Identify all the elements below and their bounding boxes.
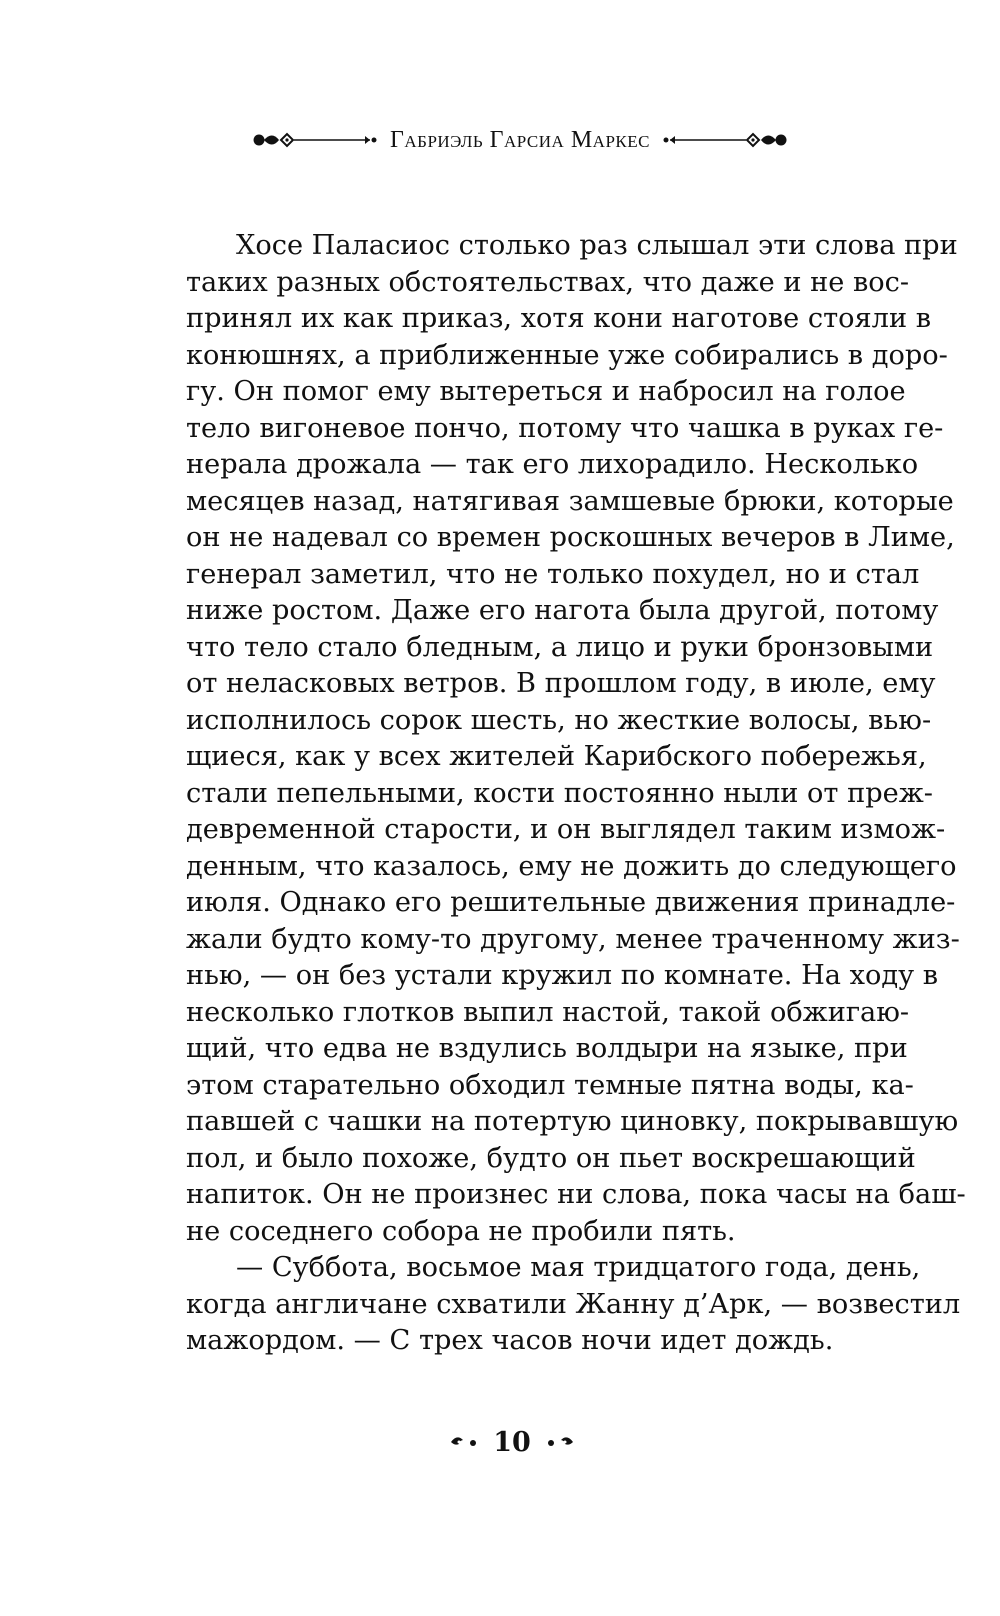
text-line: от неласковых ветров. В прошлом году, в июле, ему — [186, 668, 936, 699]
text-line: принял их как приказ, хотя кони наготове стояли в — [186, 303, 932, 334]
page-number: 10 — [493, 1426, 531, 1458]
text-line: нерала дрожала — так его лихорадило. Несколько — [186, 449, 919, 480]
paragraph-2 — [186, 1250, 961, 1360]
text-line: — Суббота, восьмое мая тридцатого года, день, — [236, 1252, 921, 1283]
text-line: павшей с чашки на потертую циновку, покрывавшую — [186, 1106, 959, 1137]
text-line: нью, — он без устали кружил по комнате. На ходу в — [186, 960, 939, 991]
text-line: несколько глотков выпил настой, такой обжигаю- — [186, 996, 910, 1028]
running-header — [200, 118, 840, 162]
text-line: щиеся, как у всех жителей Карибского побережья, — [186, 741, 927, 772]
body-text — [186, 228, 966, 1360]
text-line: конюшнях, а приближенные уже собирались в доро- — [186, 339, 948, 371]
text-line: стали пепельными, кости постоянно ныли от преж- — [186, 777, 933, 809]
text-line: этом старательно обходил темные пятна воды, ка- — [186, 1069, 914, 1101]
text-line: тело вигоневое пончо, потому что чашка в руках ге- — [186, 412, 944, 444]
paragraph-1 — [186, 228, 966, 1250]
page-footer — [420, 1422, 604, 1462]
text-line: не соседнего собора не пробили пять. — [186, 1215, 736, 1247]
text-line: генерал заметил, что не только похудел, но и стал — [186, 558, 920, 590]
header-ornament-right-icon — [660, 128, 790, 152]
text-line: ниже ростом. Даже его нагота была другой, потому — [186, 595, 939, 626]
text-line: напиток. Он не произнес ни слова, пока часы на баш- — [186, 1179, 966, 1210]
text-line: гу. Он помог ему вытереться и набросил на голое — [186, 376, 906, 407]
header-ornament-left-icon — [250, 128, 380, 152]
text-line: исполнилось сорок шесть, но жесткие волосы, вью- — [186, 704, 932, 736]
text-line: когда англичане схватили Жанну д’Арк, — возвестил — [186, 1288, 961, 1320]
text-line: жали будто кому-то другому, менее траченному жиз- — [186, 923, 960, 955]
text-line: таких разных обстоятельствах, что даже и не вос- — [186, 266, 910, 298]
text-line: месяцев назад, натягивая замшевые брюки, которые — [186, 485, 954, 517]
author-name: Габриэль Гарсиа Маркес — [390, 126, 650, 153]
text-line: июля. Однако его решительные движения принадле- — [186, 887, 956, 918]
text-line: что тело стало бледным, а лицо и руки бронзовыми — [186, 631, 934, 663]
text-line: щий, что едва не вздулись волдыри на языке, при — [186, 1033, 908, 1064]
footer-ornament-right-icon — [537, 1432, 577, 1452]
text-line: Хосе Паласиос столько раз слышал эти слова при — [236, 230, 958, 261]
text-line: мажордом. — С трех часов ночи идет дождь. — [186, 1325, 834, 1356]
text-line: пол, и было похоже, будто он пьет воскрешающий — [186, 1142, 916, 1174]
text-line: денным, что казалось, ему не дожить до следующего — [186, 850, 957, 882]
text-line: девременной старости, и он выглядел таким измож- — [186, 814, 946, 845]
footer-ornament-left-icon — [447, 1432, 487, 1452]
text-line: он не надевал со времен роскошных вечеров в Лиме, — [186, 522, 955, 553]
